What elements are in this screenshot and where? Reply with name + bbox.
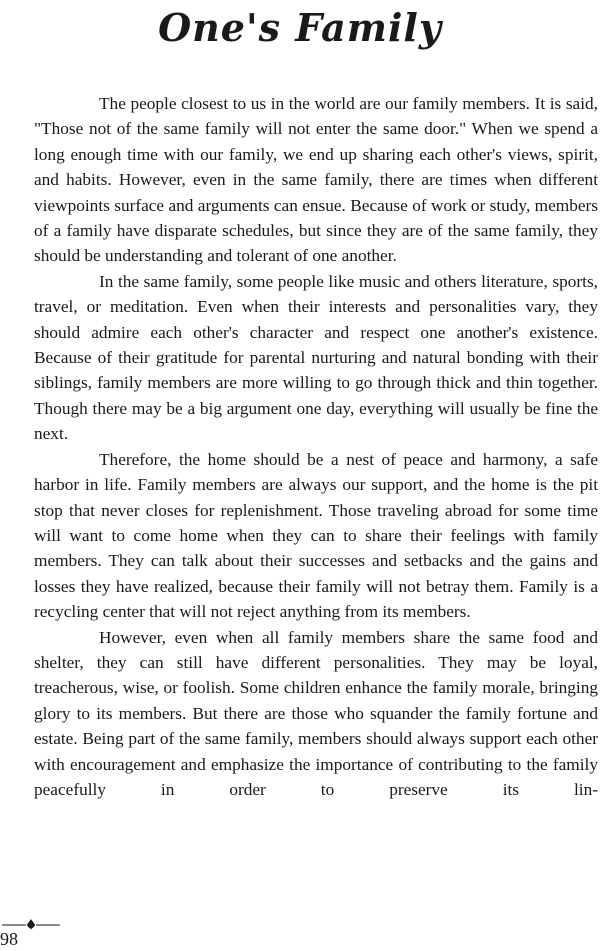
page-title: One's Family [158,5,442,50]
paragraph-2: In the same family, some people like music and others literature, sports, travel, or meditation. Even when their interests and personalities vary, they should admire each other's character and respect one another's existence. Because of their gratitude for parental nurturing and natural bonding with their siblings, family members are more willing to go through thick and thin together. Though there may be a big argument one day, everything will usually be fine the next. [34,271,598,444]
paragraph-1: The people closest to us in the world are our family members. It is said, "Those not of the same family will not enter the same door." When we spend a long enough time with our family, we end up sharing each other's views, spirit, and habits. However, even in the same family, there are times when different viewpoints surface and arguments can ensue. Because of work or study, members of a family have disparate schedules, but since they are of the same family, they should be understanding and tolerant of one another. [34,94,598,266]
body-text [34,91,598,802]
paragraph-4: However, even when all family members share the same food and shelter, they can still have different personalities. They may be loyal, treacherous, wise, or foolish. Some children enhance the family morale, bringing glory to its members. But there are those who squander the family fortune and estate. Being part of the same family, members should always support each other with encouragement and emphasize the importance of contributing to the family peacefully in order to preserve its lin- [34,627,598,799]
paragraph-3: Therefore, the home should be a nest of peace and harmony, a safe harbor in life. Family members are always our support, and the home is the pit stop that never closes for replenishment. Those traveling abroad for some time will want to come home when they can to share their feelings with family members. They can talk about their successes and setbacks and the gains and losses they have realized, because their family will not betray them. Family is a recycling center that will not reject anything from its members. [34,449,598,622]
page-number: 98 [0,929,18,949]
